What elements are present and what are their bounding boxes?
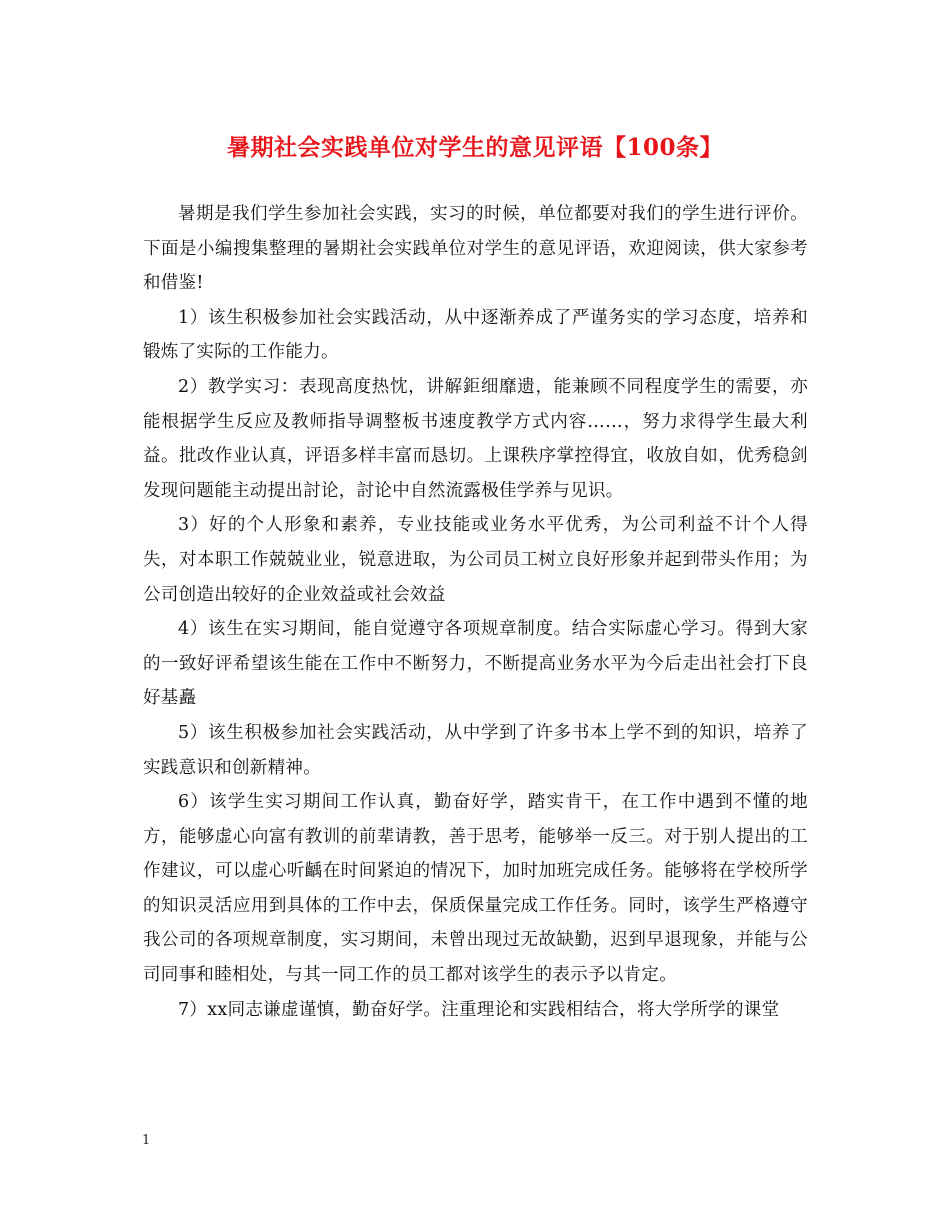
comment-item-3: 3）好的个人形象和素养，专业技能或业务水平优秀，为公司利益不计个人得失，对本职工作兢兢业业，锐意进取，为公司员工树立良好形象并起到带头作用；为公司创造出较好的企业效益或社会效益 <box>143 515 808 605</box>
comment-item-7: 7）xx同志谦虚谨慎，勤奋好学。注重理论和实践相结合，将大学所学的课堂 <box>178 999 780 1020</box>
document-title: 暑期社会实践单位对学生的意见评语【100条】 <box>226 134 723 161</box>
comment-item-2: 2）教学实习：表现高度热忱，讲解鉅细靡遗，能兼顾不同程度学生的需要，亦能根据学生反应及教师指导调整板书速度教学方式内容……，努力求得学生最大利益。批改作业认真，评语多样丰富而恳切。上课秩序掌控得宜，收放自如，优秀稳剑发现问题能主动提出討论，討论中自然流露极佳学养与见识。 <box>143 376 808 501</box>
comment-item-5: 5）该生积极参加社会实践活动，从中学到了许多书本上学不到的知识，培养了实践意识和创新精神。 <box>143 722 808 778</box>
comment-item-4: 4）该生在实习期间，能自觉遵守各项规章制度。结合实际虚心学习。得到大家的一致好评希望该生能在工作中不断努力，不断提高业务水平为今后走出社会打下良好基矗 <box>143 619 808 709</box>
comment-item-6: 6）该学生实习期间工作认真，勤奋好学，踏实肯干，在工作中遇到不懂的地方，能够虚心向富有教训的前辈请教，善于思考，能够举一反三。对于别人提出的工作建议，可以虚心听齲在时间紧迫的情况下，加时加班完成任务。能够将在学校所学的知识灵活应用到具体的工作中去，保质保量完成工作任务。同时，该学生严格遵守我公司的各项规章制度，实习期间，未曾出现过无故缺勤，迟到早退现象，并能与公司同事和睦相处，与其一同工作的员工都对该学生的表示予以肯定。 <box>143 792 808 986</box>
comment-item-1: 1）该生积极参加社会实践活动，从中逐渐养成了严谨务实的学习态度，培养和锻炼了实际的工作能力。 <box>143 307 808 363</box>
document-body <box>143 197 808 1027</box>
page-number: 1 <box>142 1133 151 1148</box>
intro-paragraph: 暑期是我们学生参加社会实践，实习的时候，单位都要对我们的学生进行评价。下面是小编搜集整理的暑期社会实践单位对学生的意见评语，欢迎阅读，供大家参考和借鉴! <box>143 204 808 294</box>
